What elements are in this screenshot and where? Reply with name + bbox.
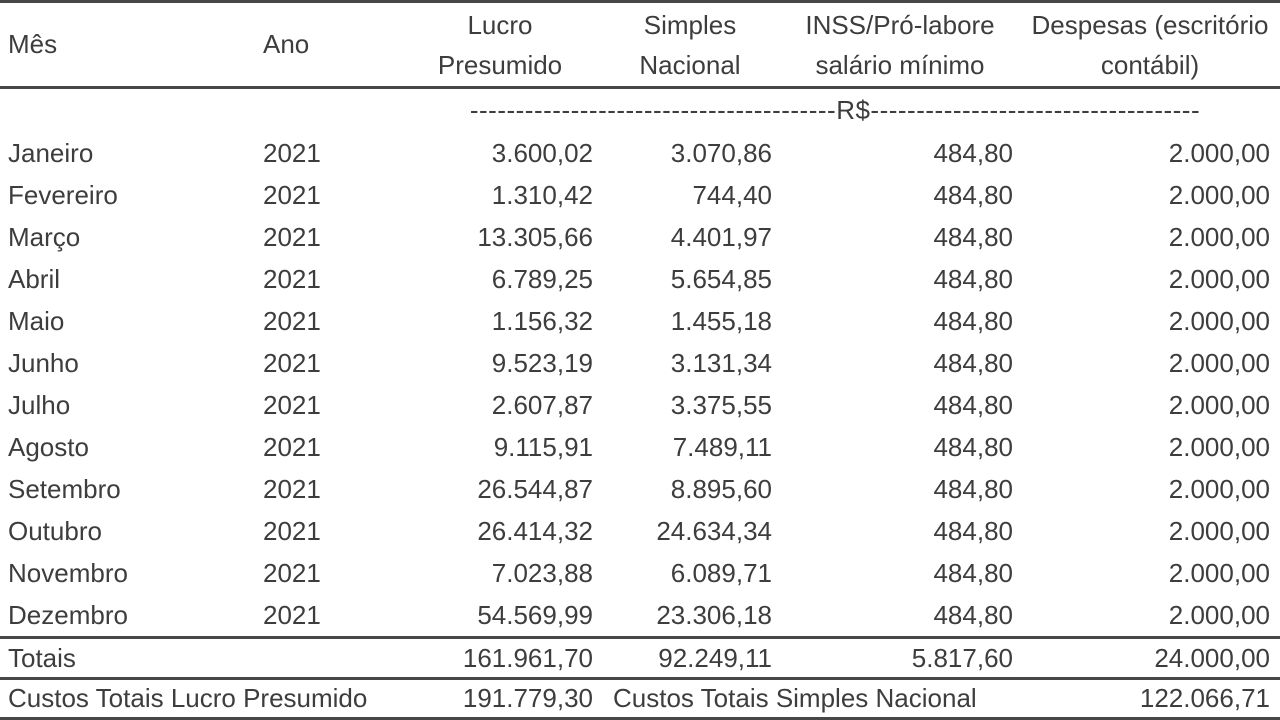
year-cell: 2021: [263, 222, 321, 252]
month-cell: Maio: [8, 306, 65, 336]
table-header-row: [0, 3, 1280, 89]
simples-nacional-cell: 744,40: [692, 180, 772, 210]
header-despesas-line1: Despesas (escritório: [1031, 9, 1269, 40]
lucro-presumido-cell: 1.310,42: [491, 180, 593, 210]
currency-unit-divider: ----------------------------------------R$------------------------------------: [469, 95, 1201, 125]
inss-prolabore-cell: 484,80: [933, 306, 1013, 336]
month-cell: Agosto: [8, 432, 89, 462]
inss-prolabore-cell: 484,80: [933, 558, 1013, 588]
year-cell: 2021: [263, 516, 321, 546]
header-inss-line1: INSS/Pró-labore: [805, 9, 995, 40]
lucro-presumido-cell: 3.600,02: [491, 138, 593, 168]
simples-nacional-cell: 23.306,18: [656, 600, 772, 630]
header-inss-line2: salário mínimo: [815, 49, 985, 80]
year-cell: 2021: [263, 474, 321, 504]
currency-unit-row: [0, 89, 1280, 132]
column-header-lucro-presumido: [400, 3, 600, 86]
lucro-presumido-cell: 2.607,87: [491, 390, 593, 420]
lucro-presumido-cell: 26.544,87: [477, 474, 593, 504]
column-header-ano: Ano: [263, 29, 310, 59]
month-cell: Novembro: [8, 558, 128, 588]
year-cell: 2021: [263, 180, 321, 210]
simples-nacional-cell: 3.375,55: [670, 390, 772, 420]
month-cell: Fevereiro: [8, 180, 118, 210]
month-cell: Outubro: [8, 516, 102, 546]
header-despesas-line2: contábil): [1100, 49, 1200, 80]
totals-simples-nacional: 92.249,11: [658, 643, 772, 673]
despesas-cell: 2.000,00: [1168, 180, 1270, 210]
header-simples-line1: Simples: [643, 9, 737, 40]
totals-label: Totais: [8, 643, 76, 673]
column-header-mes: Mês: [8, 29, 58, 59]
lucro-presumido-cell: 54.569,99: [477, 600, 593, 630]
summary-simples-value: 122.066,71: [1139, 683, 1270, 713]
despesas-cell: 2.000,00: [1168, 138, 1270, 168]
despesas-cell: 2.000,00: [1168, 264, 1270, 294]
lucro-presumido-cell: 1.156,32: [491, 306, 593, 336]
year-cell: 2021: [263, 264, 321, 294]
table-row: [0, 216, 1280, 258]
header-simples-line2: Nacional: [639, 49, 741, 80]
simples-nacional-cell: 24.634,34: [656, 516, 772, 546]
month-cell: Dezembro: [8, 600, 128, 630]
summary-row: [0, 680, 1280, 720]
header-lucro-line1: Lucro: [467, 9, 533, 40]
totals-inss-prolabore: 5.817,60: [911, 643, 1013, 673]
simples-nacional-cell: 6.089,71: [670, 558, 772, 588]
lucro-presumido-cell: 7.023,88: [491, 558, 593, 588]
despesas-cell: 2.000,00: [1168, 432, 1270, 462]
despesas-cell: 2.000,00: [1168, 516, 1270, 546]
year-cell: 2021: [263, 558, 321, 588]
table-body: [0, 132, 1280, 636]
inss-prolabore-cell: 484,80: [933, 600, 1013, 630]
inss-prolabore-cell: 484,80: [933, 516, 1013, 546]
despesas-cell: 2.000,00: [1168, 558, 1270, 588]
simples-nacional-cell: 4.401,97: [670, 222, 772, 252]
lucro-presumido-cell: 13.305,66: [477, 222, 593, 252]
lucro-presumido-cell: 26.414,32: [477, 516, 593, 546]
table-row: [0, 132, 1280, 174]
table-row: [0, 174, 1280, 216]
inss-prolabore-cell: 484,80: [933, 432, 1013, 462]
month-cell: Março: [8, 222, 81, 252]
totals-despesas: 24.000,00: [1154, 643, 1270, 673]
column-header-simples-nacional: [600, 3, 780, 86]
inss-prolabore-cell: 484,80: [933, 474, 1013, 504]
despesas-cell: 2.000,00: [1168, 222, 1270, 252]
inss-prolabore-cell: 484,80: [933, 180, 1013, 210]
simples-nacional-cell: 3.131,34: [670, 348, 772, 378]
simples-nacional-cell: 7.489,11: [672, 432, 772, 462]
despesas-cell: 2.000,00: [1168, 348, 1270, 378]
year-cell: 2021: [263, 390, 321, 420]
month-cell: Janeiro: [8, 138, 94, 168]
despesas-cell: 2.000,00: [1168, 474, 1270, 504]
table-row: [0, 384, 1280, 426]
lucro-presumido-cell: 6.789,25: [491, 264, 593, 294]
simples-nacional-cell: 3.070,86: [670, 138, 772, 168]
month-cell: Julho: [8, 390, 71, 420]
column-header-inss-prolabore: [780, 3, 1020, 86]
simples-nacional-cell: 8.895,60: [670, 474, 772, 504]
year-cell: 2021: [263, 306, 321, 336]
month-cell: Junho: [8, 348, 79, 378]
table-row: [0, 594, 1280, 636]
year-cell: 2021: [263, 348, 321, 378]
totals-lucro-presumido: 161.961,70: [462, 643, 593, 673]
inss-prolabore-cell: 484,80: [933, 222, 1013, 252]
summary-simples-label: Custos Totais Simples Nacional: [613, 683, 977, 713]
simples-nacional-cell: 5.654,85: [670, 264, 772, 294]
summary-lucro-label: Custos Totais Lucro Presumido: [8, 683, 368, 713]
table-row: [0, 342, 1280, 384]
despesas-cell: 2.000,00: [1168, 600, 1270, 630]
inss-prolabore-cell: 484,80: [933, 138, 1013, 168]
summary-lucro-value: 191.779,30: [462, 683, 593, 713]
table-row: [0, 258, 1280, 300]
lucro-presumido-cell: 9.523,19: [491, 348, 593, 378]
despesas-cell: 2.000,00: [1168, 390, 1270, 420]
month-cell: Abril: [8, 264, 61, 294]
inss-prolabore-cell: 484,80: [933, 348, 1013, 378]
table-row: [0, 510, 1280, 552]
year-cell: 2021: [263, 600, 321, 630]
column-header-despesas: [1020, 3, 1280, 86]
table-row: [0, 468, 1280, 510]
totals-row: [0, 636, 1280, 680]
simples-nacional-cell: 1.455,18: [670, 306, 772, 336]
inss-prolabore-cell: 484,80: [933, 264, 1013, 294]
table-row: [0, 552, 1280, 594]
table-row: [0, 300, 1280, 342]
despesas-cell: 2.000,00: [1168, 306, 1270, 336]
year-cell: 2021: [263, 138, 321, 168]
inss-prolabore-cell: 484,80: [933, 390, 1013, 420]
year-cell: 2021: [263, 432, 321, 462]
table-row: [0, 426, 1280, 468]
month-cell: Setembro: [8, 474, 121, 504]
lucro-presumido-cell: 9.115,91: [493, 432, 593, 462]
header-lucro-line2: Presumido: [437, 49, 563, 80]
